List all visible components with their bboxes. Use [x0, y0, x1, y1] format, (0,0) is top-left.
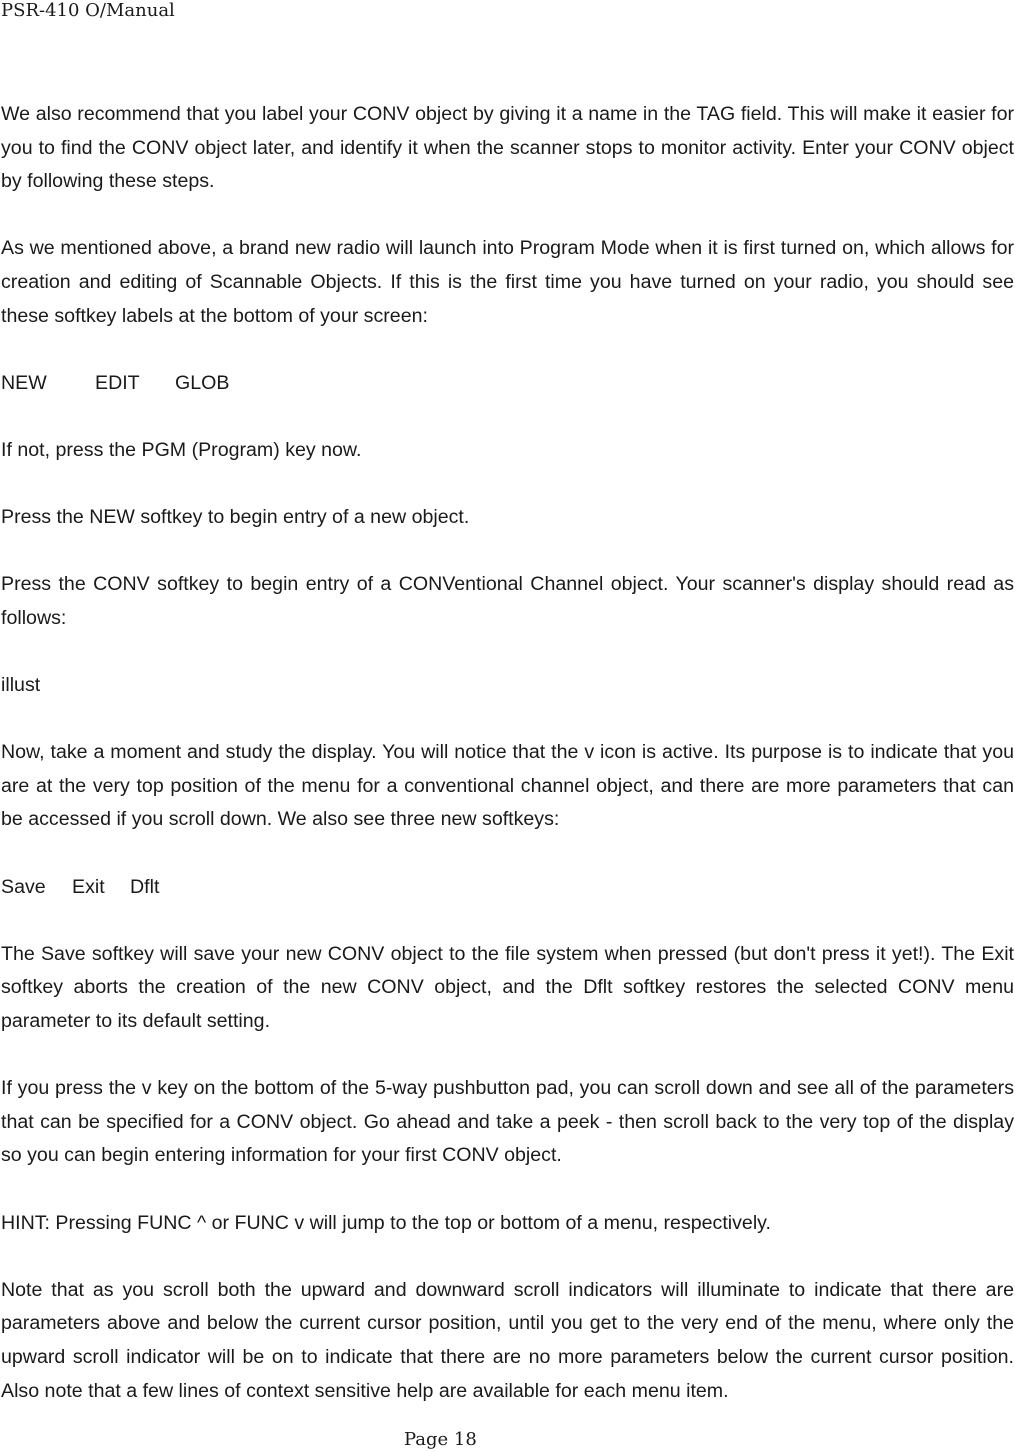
paragraph-conv-softkey: Press the CONV softkey to begin entry of a CONVentional Channel object. Your scanner's display should read as follows: — [1, 573, 1014, 629]
paragraph-new-softkey: Press the NEW softkey to begin entry of a new object. — [1, 506, 470, 529]
paragraph-pgm-key: If not, press the PGM (Program) key now. — [1, 438, 362, 461]
paragraph-study-display: Now, take a moment and study the display. You will notice that the v icon is active. Its purpose is to indicate that you are at the very top position of the menu for a conventional channel object, and there are more parameters that can be accessed if you scroll down. We also see three new softkeys: — [1, 741, 1014, 831]
softkey-label-dflt: Dflt — [130, 875, 160, 898]
softkey-label-save: Save — [1, 875, 46, 898]
softkey-labels-main — [1, 367, 1014, 401]
paragraph-scroll-indicators: Note that as you scroll both the upward and downward scroll indicators will illuminate to indicate that there are parameters above and below the current cursor position, until you get to the very end of the menu, where only the upward scroll indicator will be on to indicate that there are no more parameters below the current cursor position. Also note that a few lines of context sensitive help are available for each menu item. — [1, 1278, 1014, 1402]
softkey-label-exit: Exit — [72, 875, 105, 898]
manual-body — [1, 98, 1014, 1442]
page-number: Page 18 — [404, 1429, 477, 1450]
softkey-label-new: NEW — [1, 371, 47, 394]
paragraph-hint: HINT: Pressing FUNC ^ or FUNC v will jump to the top or bottom of a menu, respectively. — [1, 1211, 771, 1234]
softkey-labels-conv — [1, 871, 1014, 905]
softkey-label-glob: GLOB — [175, 371, 230, 394]
running-header: PSR-410 O/Manual — [1, 0, 175, 21]
paragraph-softkey-functions: The Save softkey will save your new CONV object to the file system when pressed (but don't press it yet!). The Exit softkey aborts the creation of the new CONV object, and the Dflt softkey restores the selected CONV menu parameter to its default setting. — [1, 942, 1014, 1033]
illustration-placeholder: illust — [1, 674, 41, 697]
paragraph-program-mode: As we mentioned above, a brand new radio will launch into Program Mode when it is first turned on, which allows for creation and editing of Scannable Objects. If this is the first time you have turned on your radio, you should see these softkey labels at the bottom of your screen: — [1, 237, 1014, 327]
softkey-label-edit: EDIT — [95, 371, 140, 394]
paragraph-scroll-parameters: If you press the v key on the bottom of the 5-way pushbutton pad, you can scroll down and see all of the parameters that can be specified for a CONV object. Go ahead and take a peek - then scroll back to the very top of the display so you can begin entering information for your first CONV object. — [1, 1077, 1014, 1167]
paragraph-tag-field: We also recommend that you label your CONV object by giving it a name in the TAG field. This will make it easier for you to find the CONV object later, and identify it when the scanner stops to monitor activity. Enter your CONV object by following these steps. — [1, 103, 1014, 193]
